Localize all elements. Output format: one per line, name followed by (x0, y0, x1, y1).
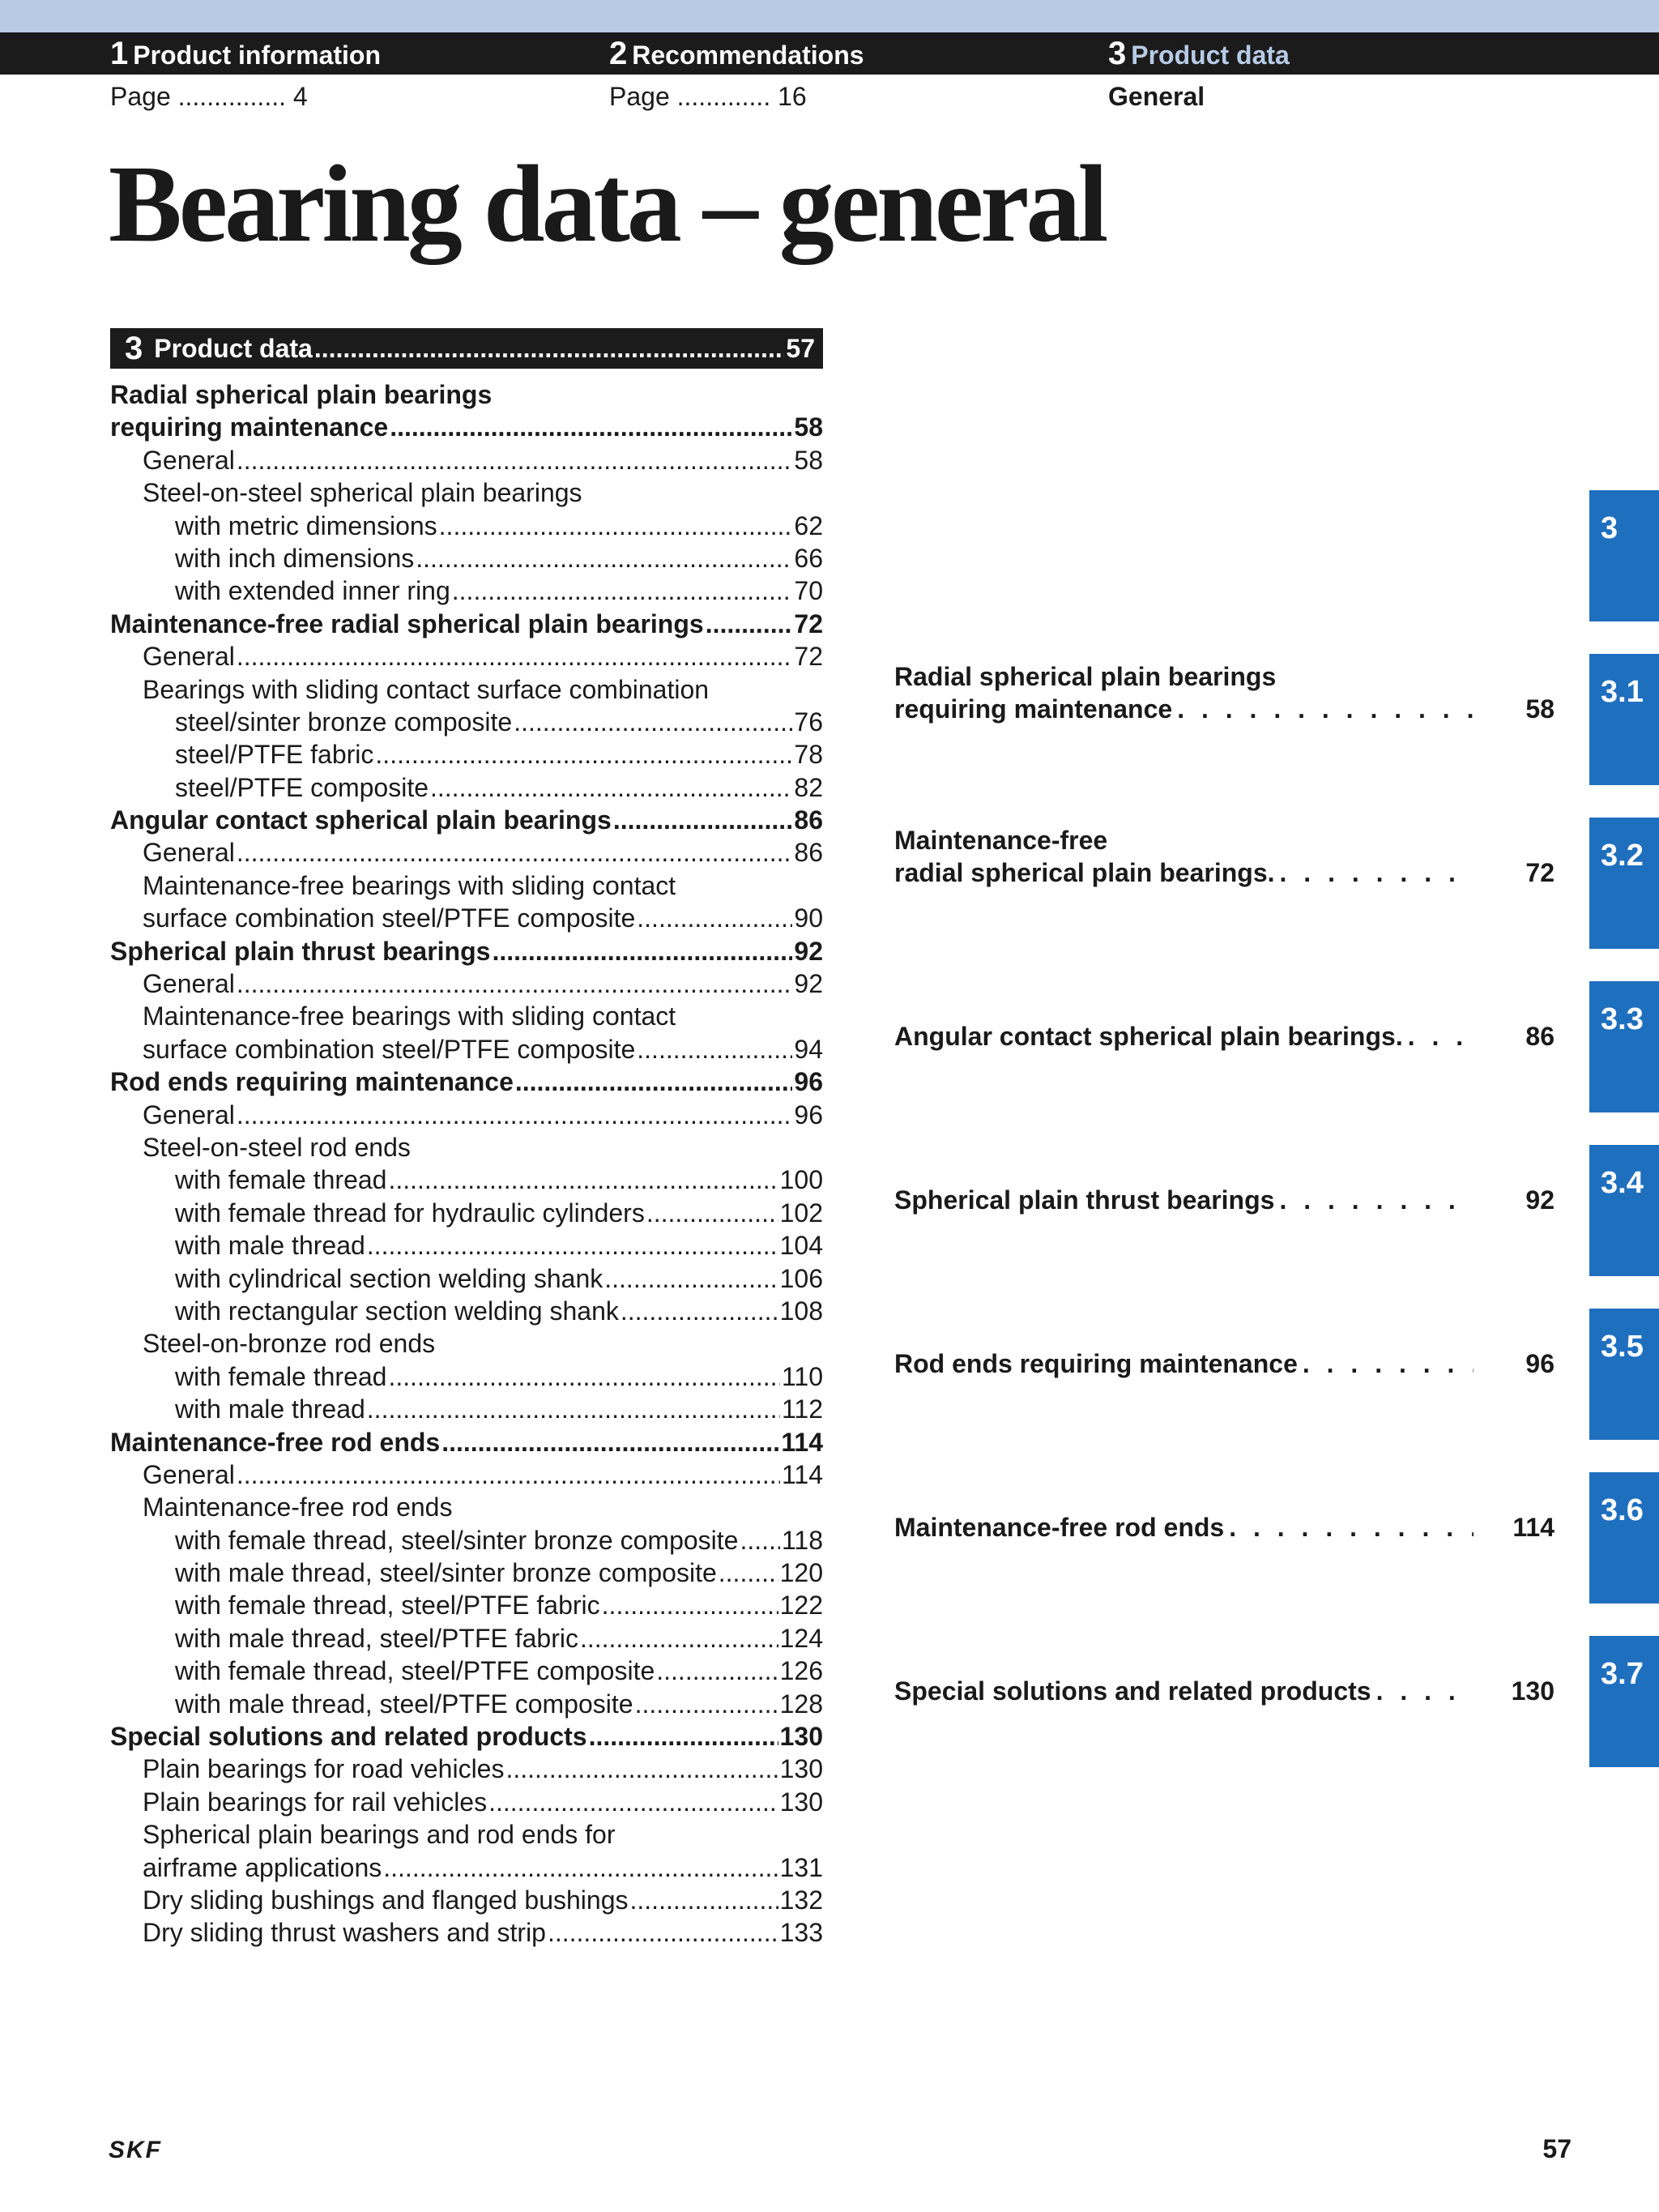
section-entry-3-6[interactable] (894, 1511, 1555, 1544)
toc-entry[interactable] (110, 967, 823, 1000)
toc-entry[interactable] (110, 1295, 823, 1327)
toc-entry-text: with inch dimensions (175, 543, 415, 573)
section-nav-bar (0, 32, 1659, 75)
toc-entry[interactable] (110, 444, 823, 476)
toc-entry[interactable] (110, 738, 823, 771)
toc-entry[interactable] (110, 640, 823, 673)
nav-section-3[interactable] (1108, 32, 1290, 75)
dot-leader (635, 1688, 778, 1720)
toc-entry-page: 76 (794, 707, 823, 737)
section-tab-3-7[interactable]: 3.7 (1589, 1636, 1659, 1767)
nav-section-number: 1 (110, 36, 129, 71)
toc-entry-page: 102 (779, 1198, 823, 1228)
section-entry-page: 86 (1525, 1022, 1555, 1051)
toc-entry-text: Steel-on-steel rod ends (143, 1132, 411, 1162)
nav-section-1[interactable] (110, 32, 381, 75)
toc-entry[interactable] (110, 1786, 823, 1818)
toc-entry-text: steel/PTFE fabric (175, 740, 374, 770)
dot-leader (589, 1720, 778, 1753)
dot-leader (237, 967, 793, 1000)
section-tab-3[interactable]: 3 (1589, 490, 1659, 621)
nav-section-number: 2 (609, 36, 628, 71)
dot-leader (439, 510, 793, 542)
toc-entry-text: Steel-on-bronze rod ends (143, 1329, 436, 1359)
toc-entry-text: with metric dimensions (175, 510, 437, 540)
toc-entry-text: Steel-on-steel spherical plain bearings (143, 478, 582, 508)
section-entry-title: Maintenance-free (894, 826, 1108, 855)
toc-entry-text: Maintenance-free rod ends (143, 1492, 453, 1522)
toc-entry (110, 476, 823, 509)
dot-leader (719, 1557, 778, 1589)
dot-leader (416, 542, 792, 574)
nav-section-2[interactable] (609, 32, 864, 75)
toc-entry-page: 92 (794, 936, 823, 966)
toc-entry-page: 124 (779, 1623, 823, 1653)
toc-entry-text: with female thread (175, 1165, 387, 1195)
dot-leader (237, 836, 793, 869)
toc-entry-text: Maintenance-free rod ends (110, 1427, 441, 1457)
toc-entry-page: 108 (779, 1296, 823, 1326)
toc-entry-page: 94 (794, 1034, 823, 1064)
section-entry-page: 72 (1525, 858, 1555, 887)
toc-entry[interactable] (110, 1557, 823, 1589)
dot-leader (1408, 1020, 1473, 1053)
toc-entry-text: Dry sliding thrust washers and strip (143, 1918, 546, 1948)
toc-entry-page: 100 (779, 1165, 823, 1195)
toc-entry-text: General (143, 1459, 235, 1489)
toc-entry-text: Bearings with sliding contact surface combination (143, 674, 710, 704)
toc-entry[interactable] (110, 1753, 823, 1785)
dot-leader (621, 1295, 778, 1327)
toc-entry[interactable] (110, 1229, 823, 1262)
toc-entry-page: 58 (794, 412, 823, 442)
dot-leader (488, 1786, 778, 1818)
toc-entry-text: Maintenance-free radial spherical plain bearings (110, 609, 704, 638)
dot-leader (430, 771, 792, 804)
toc-entry-page: 112 (781, 1394, 823, 1424)
section-tab-3-6[interactable]: 3.6 (1589, 1472, 1659, 1603)
dot-leader (1280, 856, 1474, 889)
dot-leader (1177, 693, 1473, 725)
dot-leader (237, 640, 793, 673)
dot-leader (630, 1884, 778, 1916)
toc-entry[interactable] (110, 411, 823, 443)
section-tab-3-1[interactable]: 3.1 (1589, 654, 1659, 785)
section-entry-3-5[interactable] (894, 1347, 1555, 1380)
dot-leader (706, 608, 793, 640)
toc-entry[interactable] (110, 1360, 823, 1393)
toc-entry-page: 92 (794, 969, 823, 999)
toc-header-title: Product data (154, 333, 313, 363)
toc-entry-text: Plain bearings for rail vehicles (143, 1787, 488, 1817)
dot-leader (1229, 1511, 1473, 1544)
dot-leader (237, 1458, 780, 1491)
section-entry-title: Special solutions and related products (894, 1676, 1371, 1706)
nav-section-number: 3 (1108, 36, 1127, 71)
dot-leader (637, 1033, 792, 1065)
toc-entry-text: requiring maintenance (110, 412, 389, 442)
dot-leader (452, 574, 793, 607)
section-tab-3-4[interactable]: 3.4 (1589, 1145, 1659, 1276)
toc-entry-page: 70 (794, 576, 823, 606)
toc-entry-text: General (143, 1100, 235, 1129)
toc-entry-page: 78 (794, 740, 823, 770)
dot-leader (515, 1065, 793, 1098)
toc-entry[interactable] (110, 608, 823, 640)
section-entry-page: 130 (1511, 1676, 1555, 1706)
section-entry-page: 114 (1512, 1513, 1555, 1542)
toc-entry[interactable] (110, 1851, 823, 1884)
toc-entry-page: 62 (794, 510, 823, 540)
toc-entry-text: with rectangular section welding shank (175, 1296, 619, 1326)
toc-entry-page: 130 (779, 1754, 823, 1784)
dot-leader (613, 804, 793, 836)
dot-leader (602, 1589, 778, 1621)
dot-leader (580, 1622, 778, 1655)
toc-entry[interactable] (110, 1099, 823, 1131)
toc-entry-text: with female thread, steel/PTFE fabric (175, 1591, 600, 1621)
nav-section-label: Product data (1131, 41, 1290, 70)
toc-entry[interactable] (110, 1524, 823, 1557)
section-entry-3-2[interactable] (894, 824, 1555, 889)
toc-entry[interactable] (110, 574, 823, 607)
toc-entry[interactable] (110, 771, 823, 804)
toc-entry-text: Radial spherical plain bearings (110, 380, 493, 409)
section-entry-title: requiring maintenance (894, 694, 1173, 724)
section-tab-3-2[interactable]: 3.2 (1589, 818, 1659, 949)
toc-entry-text: with male thread, steel/PTFE composite (175, 1689, 633, 1719)
toc-entry-text: with female thread (175, 1361, 387, 1391)
dot-leader (388, 1360, 780, 1393)
toc-entry-text: steel/PTFE composite (175, 772, 429, 802)
dot-leader (604, 1262, 778, 1295)
toc-entry-page: 114 (781, 1459, 823, 1489)
section-entry-3-1[interactable] (894, 660, 1555, 725)
dot-leader (548, 1916, 778, 1949)
dot-leader (656, 1655, 778, 1687)
dot-leader (390, 411, 792, 443)
dot-leader (1303, 1347, 1473, 1380)
toc-entry (110, 1327, 823, 1360)
toc-entry-page: 96 (794, 1067, 823, 1097)
footer-page-number: 57 (1542, 2134, 1572, 2163)
toc-entry-text: General (143, 642, 235, 672)
nav-section-label: Recommendations (632, 41, 864, 70)
page-title: Bearing data – general (109, 143, 1106, 265)
toc-entry-page: 110 (781, 1361, 823, 1391)
section-tab-3-5[interactable]: 3.5 (1589, 1309, 1659, 1440)
toc-entry[interactable] (110, 1622, 823, 1655)
toc-entry-text: with female thread, steel/sinter bronze composite (175, 1525, 739, 1555)
section-entry-page: 96 (1525, 1349, 1555, 1378)
nav-page-ref-1: Page ............... 4 (110, 82, 308, 111)
toc-entry-page: 72 (794, 642, 823, 672)
section-entry-title: Angular contact spherical plain bearings. (894, 1022, 1403, 1051)
toc-entry[interactable] (110, 1916, 823, 1949)
toc-entry-text: with male thread (175, 1231, 365, 1261)
toc-entry-page: 58 (794, 445, 823, 475)
dot-leader (1279, 1184, 1473, 1216)
toc-entry-page: 96 (794, 1100, 823, 1129)
toc-entry[interactable] (110, 1688, 823, 1720)
dot-leader (1376, 1675, 1473, 1707)
toc-entry-text: Maintenance-free bearings with sliding contact (143, 870, 676, 900)
toc-lines (110, 378, 823, 1949)
dot-leader (637, 902, 792, 934)
toc-header[interactable] (110, 328, 823, 369)
toc-entry-page: 72 (794, 609, 823, 638)
toc-entry[interactable] (110, 1262, 823, 1295)
toc-entry-text: steel/sinter bronze composite (175, 707, 513, 737)
toc-entry-text: Spherical plain bearings and rod ends for (143, 1820, 616, 1850)
table-of-contents (110, 328, 823, 1949)
nav-section-label: Product information (133, 41, 382, 70)
toc-entry-page: 132 (779, 1885, 823, 1915)
toc-entry-page: 128 (779, 1689, 823, 1719)
toc-entry-text: Rod ends requiring maintenance (110, 1067, 514, 1097)
toc-entry (110, 1818, 823, 1851)
toc-entry[interactable] (110, 1884, 823, 1916)
dot-leader (492, 935, 792, 967)
section-entry-3-7[interactable] (894, 1675, 1555, 1707)
section-tab-3-3[interactable]: 3.3 (1589, 981, 1659, 1112)
skf-logo (109, 2137, 190, 2162)
toc-entry (110, 1491, 823, 1523)
toc-entry-page: 130 (779, 1787, 823, 1817)
toc-entry[interactable] (110, 542, 823, 574)
toc-entry-page: 82 (794, 772, 823, 802)
toc-entry-page: 118 (781, 1525, 823, 1555)
toc-header-number: 3 (125, 330, 143, 366)
toc-entry-text: with female thread for hydraulic cylinders (175, 1198, 645, 1228)
section-entry-3-3[interactable] (894, 1020, 1555, 1053)
dot-leader (367, 1393, 780, 1425)
toc-entry-text: General (143, 969, 235, 999)
toc-entry-page: 104 (779, 1231, 823, 1261)
toc-entry-text: with female thread, steel/PTFE composite (175, 1656, 655, 1686)
toc-entry[interactable] (110, 1655, 823, 1687)
dot-leader (740, 1524, 780, 1557)
toc-entry[interactable] (110, 836, 823, 869)
section-entry-page: 92 (1525, 1185, 1555, 1215)
toc-entry (110, 1131, 823, 1164)
toc-entry[interactable] (110, 935, 823, 967)
toc-entry[interactable] (110, 1033, 823, 1065)
toc-entry-page: 130 (779, 1722, 823, 1752)
toc-entry[interactable] (110, 1589, 823, 1621)
toc-entry-text: airframe applications (143, 1852, 382, 1882)
dot-leader (237, 1099, 793, 1131)
dot-leader (514, 706, 792, 738)
skf-logo-text: SKF (109, 2137, 162, 2162)
toc-entry-text: surface combination steel/PTFE composite (143, 1034, 636, 1064)
dot-leader (367, 1229, 778, 1262)
dot-leader (646, 1197, 778, 1229)
section-entry-title: Maintenance-free rod ends (894, 1513, 1225, 1542)
toc-entry[interactable] (110, 1164, 823, 1196)
dot-leader (505, 1753, 778, 1785)
toc-entry-text: with cylindrical section welding shank (175, 1263, 603, 1293)
toc-entry[interactable] (110, 1197, 823, 1229)
toc-entry-page: 120 (779, 1558, 823, 1588)
toc-entry-page: 86 (794, 838, 823, 868)
dot-leader (314, 334, 785, 364)
toc-entry-page: 66 (794, 543, 823, 573)
toc-entry-page: 122 (779, 1591, 823, 1621)
dot-leader (383, 1851, 778, 1884)
section-entry-title: Spherical plain thrust bearings (894, 1185, 1275, 1215)
toc-entry-text: with male thread, steel/PTFE fabric (175, 1623, 578, 1653)
toc-entry (110, 1000, 823, 1032)
toc-entry[interactable] (110, 1393, 823, 1425)
toc-header-page: 57 (786, 333, 815, 363)
section-entry-page: 58 (1525, 694, 1555, 724)
toc-entry-text: General (143, 838, 235, 868)
toc-entry[interactable] (110, 1720, 823, 1753)
toc-entry[interactable] (110, 1426, 823, 1458)
toc-entry (110, 378, 823, 411)
toc-entry-page: 131 (779, 1852, 823, 1882)
toc-entry-text: Maintenance-free bearings with sliding contact (143, 1001, 676, 1031)
toc-entry-text: surface combination steel/PTFE composite (143, 903, 636, 933)
nav-page-ref-3: General (1108, 82, 1205, 111)
top-color-band (0, 0, 1659, 32)
toc-entry-page: 133 (779, 1918, 823, 1948)
dot-leader (237, 444, 793, 476)
section-entry-title: radial spherical plain bearings. (894, 858, 1275, 887)
toc-entry-page: 114 (781, 1427, 823, 1457)
toc-entry-text: with male thread (175, 1394, 365, 1424)
toc-entry-text: Plain bearings for road vehicles (143, 1754, 505, 1784)
toc-entry-text: Spherical plain thrust bearings (110, 936, 491, 966)
toc-entry (110, 673, 823, 706)
toc-entry-text: Special solutions and related products (110, 1722, 587, 1752)
toc-entry[interactable] (110, 902, 823, 934)
toc-entry[interactable] (110, 1065, 823, 1098)
dot-leader (388, 1164, 778, 1196)
toc-entry-text: with male thread, steel/sinter bronze composite (175, 1558, 717, 1588)
toc-entry-page: 90 (794, 903, 823, 933)
toc-entry-page: 86 (794, 805, 823, 835)
toc-entry-text: General (143, 445, 235, 475)
toc-entry-text: Dry sliding bushings and flanged bushings (143, 1885, 629, 1915)
dot-leader (441, 1426, 779, 1458)
toc-entry[interactable] (110, 510, 823, 542)
dot-leader (375, 738, 792, 771)
nav-page-ref-2: Page ............. 16 (609, 82, 807, 111)
section-entry-3-4[interactable] (894, 1184, 1555, 1216)
toc-entry[interactable] (110, 1458, 823, 1491)
toc-entry-text: with extended inner ring (175, 576, 450, 606)
section-entry-title: Radial spherical plain bearings (894, 662, 1277, 691)
toc-entry-page: 126 (779, 1656, 823, 1686)
toc-entry-text: Angular contact spherical plain bearings (110, 805, 612, 835)
toc-entry[interactable] (110, 804, 823, 836)
toc-entry (110, 869, 823, 902)
toc-entry[interactable] (110, 706, 823, 738)
toc-entry-page: 106 (779, 1263, 823, 1293)
section-entry-title: Rod ends requiring maintenance (894, 1349, 1298, 1378)
